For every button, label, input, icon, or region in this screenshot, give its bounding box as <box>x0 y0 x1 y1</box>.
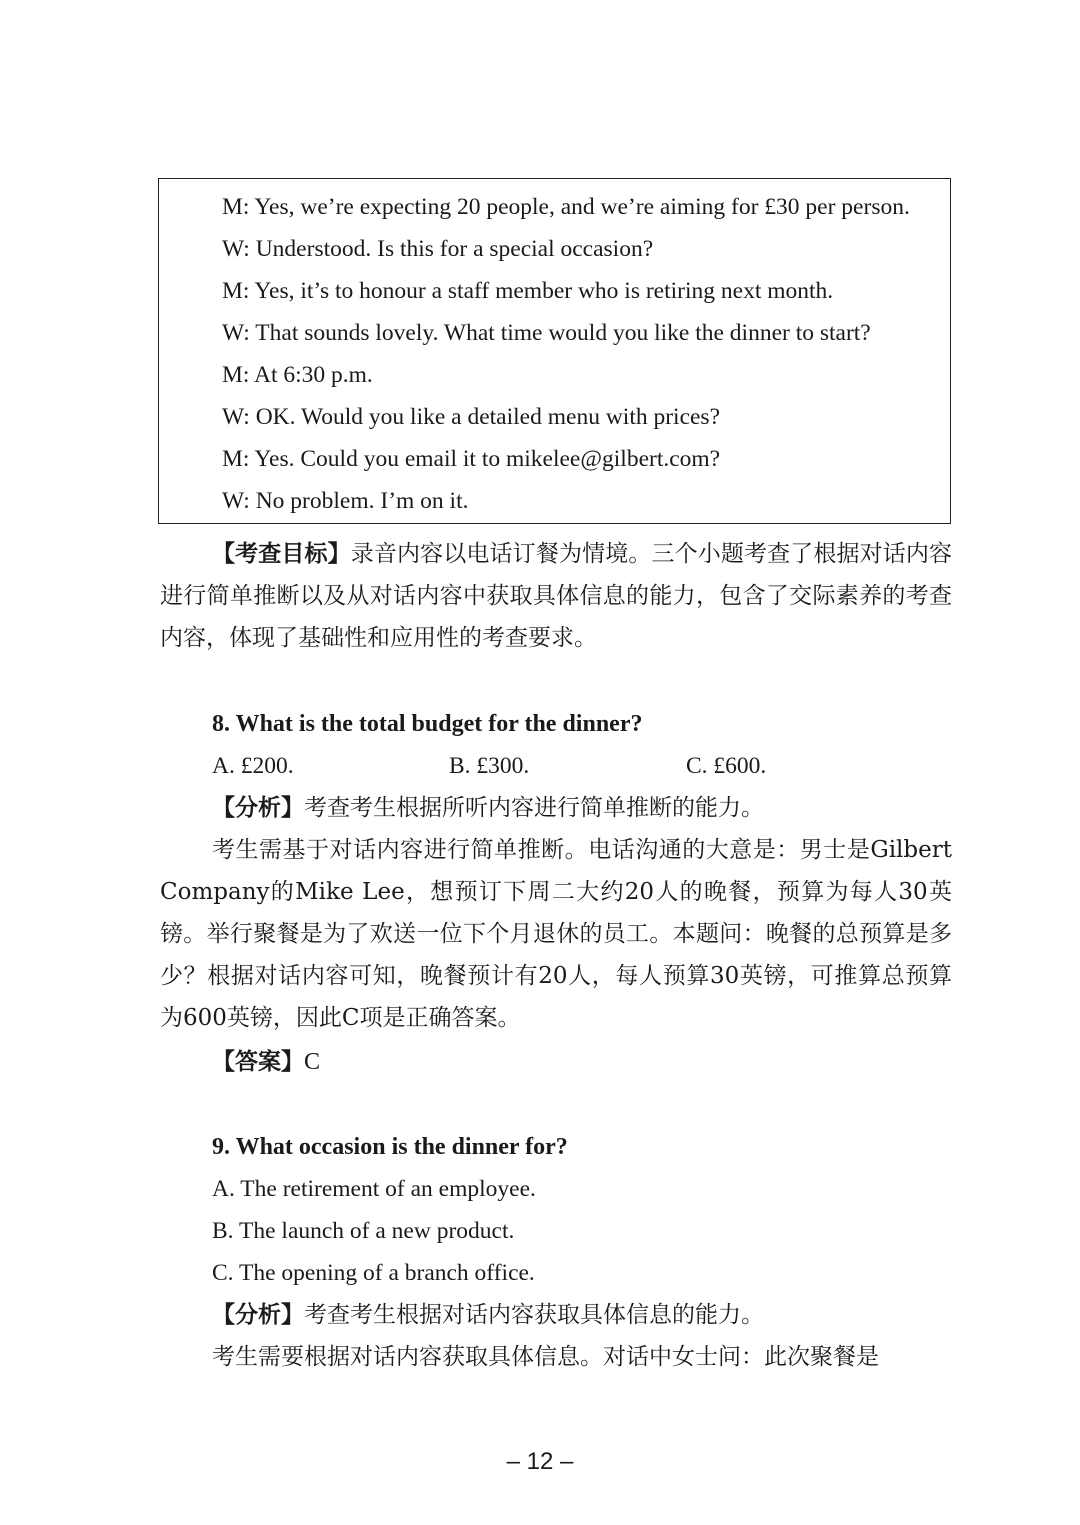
q9-option-a: A. The retirement of an employee. <box>212 1176 536 1202</box>
q8-analysis <box>212 787 764 829</box>
q9-option-c: C. The opening of a branch office. <box>212 1260 535 1286</box>
q8-answer <box>212 1041 320 1083</box>
transcript-box <box>158 178 951 524</box>
objective-text: 录音内容以电话订餐为情境。三个小题考查了根据对话内容进行简单推断以及从对话内容中获取具体信息的能力，包含了交际素养的考查内容，体现了基础性和应用性的考查要求。 <box>160 541 953 651</box>
transcript-line: M: At 6:30 p.m. <box>222 362 373 388</box>
objective-tag: 【考查目标】 <box>212 541 351 567</box>
q8-answer-tag: 【答案】 <box>212 1049 304 1075</box>
q9-explanation: 考生需要根据对话内容获取具体信息。对话中女士问：此次聚餐是 <box>212 1344 879 1370</box>
q9-analysis-tag: 【分析】 <box>212 1302 304 1328</box>
question-8-title: 8. What is the total budget for the dinner? <box>212 711 643 737</box>
q8-explanation: 考生需基于对话内容进行简单推断。电话沟通的大意是：男士是Gilbert Company的Mike Lee，想预订下周二大约20人的晚餐，预算为每人30英镑。举行聚餐是为了欢送一位下个月退休的员工。本题问：晚餐的总预算是多少？根据对话内容可知，晚餐预计有20人，每人预算30英镑，可推算总预算为600英镑，因此C项是正确答案。 <box>160 837 952 1031</box>
transcript-line: M: Yes. Could you email it to mikelee@gilbert.com? <box>222 446 721 472</box>
question-9-title: 9. What occasion is the dinner for? <box>212 1134 568 1160</box>
q8-option-c: C. £600. <box>686 753 767 779</box>
transcript-line: W: No problem. I’m on it. <box>222 488 469 514</box>
q8-answer-value: C <box>304 1049 321 1075</box>
q9-analysis <box>212 1294 764 1336</box>
q8-option-b: B. £300. <box>449 753 530 779</box>
transcript-line: W: Understood. Is this for a special occasion? <box>222 236 654 262</box>
objective-paragraph <box>160 533 952 659</box>
q8-option-a: A. £200. <box>212 753 294 779</box>
q8-analysis-tag: 【分析】 <box>212 795 304 821</box>
q9-option-b: B. The launch of a new product. <box>212 1218 515 1244</box>
q8-analysis-text: 考查考生根据所听内容进行简单推断的能力。 <box>304 795 764 821</box>
transcript-line: M: Yes, we’re expecting 20 people, and we’re aiming for £30 per person. <box>222 194 910 220</box>
transcript-line: W: OK. Would you like a detailed menu with prices? <box>222 404 721 430</box>
q9-analysis-text: 考查考生根据对话内容获取具体信息的能力。 <box>304 1302 764 1328</box>
transcript-line: W: That sounds lovely. What time would you like the dinner to start? <box>222 320 871 346</box>
transcript-line: M: Yes, it’s to honour a staff member who is retiring next month. <box>222 278 834 304</box>
page-number: – 12 – <box>506 1448 574 1475</box>
